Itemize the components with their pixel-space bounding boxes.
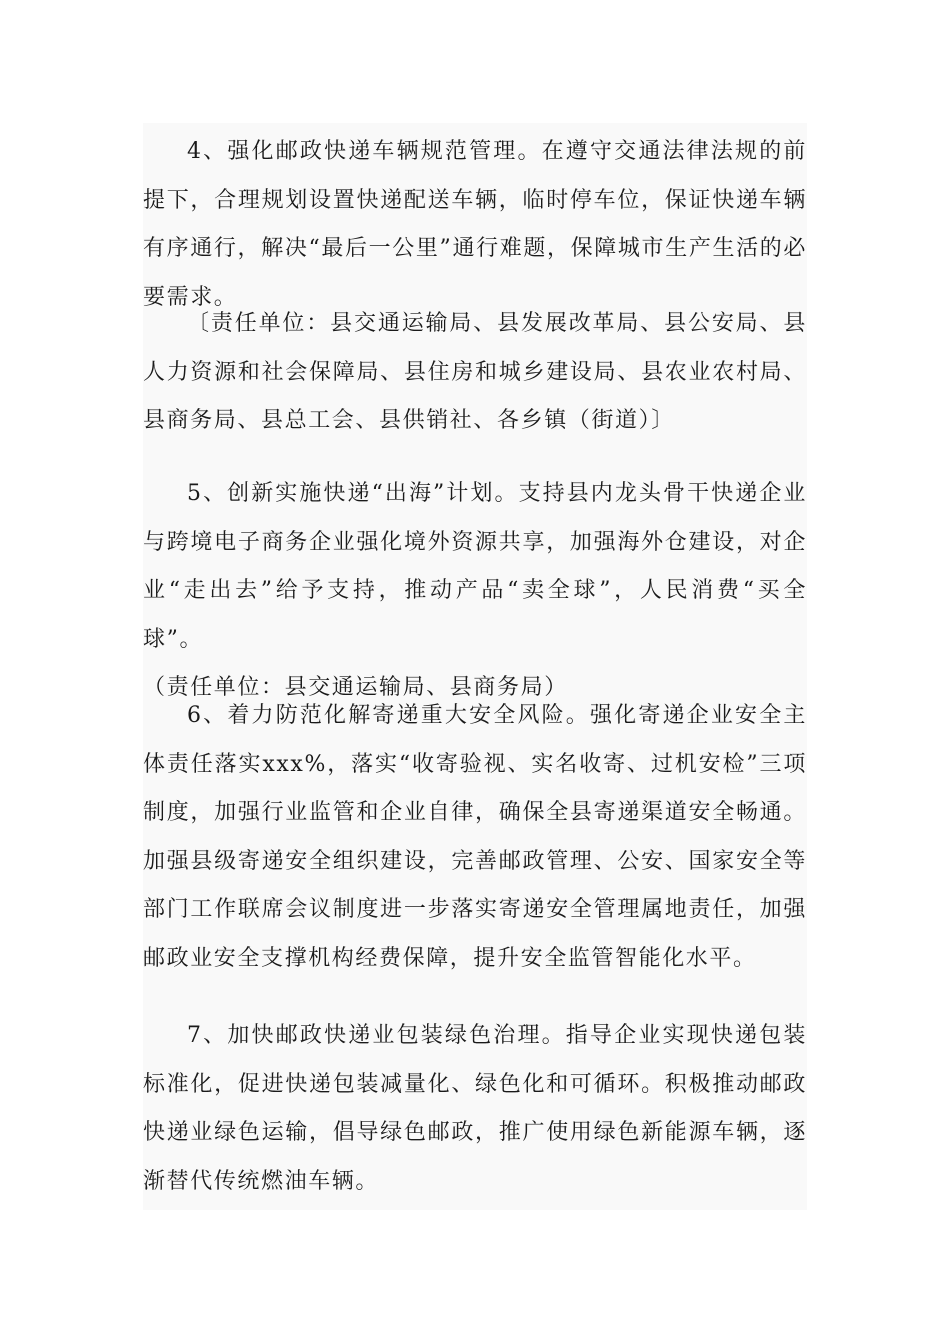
paragraph-6-safety-risk: 6、着力防范化解寄递重大安全风险。强化寄递企业安全主体责任落实xxx%，落实“收寄验视、实名收寄、过机安检”三项制度，加强行业监管和企业自律，确保全县寄递渠道安全畅通。加强县级寄递安全组织建设，完善邮政管理、公安、国家安全等部门工作联席会议制度进一步落实寄递安全管理属地责任，加强邮政业安全支撑机构经费保障，提升安全监管智能化水平。: [143, 703, 807, 971]
paragraph-5-body: 5、创新实施快递“出海”计划。支持县内龙头骨干快递企业与跨境电子商务企业强化境外资源共享，加强海外仓建设，对企业“走出去”给予支持，推动产品“卖全球”，人民消费“买全球”。: [143, 481, 807, 652]
paragraph-7-green-packaging: 7、加快邮政快递业包装绿色治理。指导企业实现快递包装标准化，促进快递包装减量化、绿色化和可循环。积极推动邮政快递业绿色运输，倡导绿色邮政，推广使用绿色新能源车辆，逐渐替代传统燃油车辆。: [143, 1023, 807, 1194]
paragraph-5-responsible-units: （责任单位：县交通运输局、县商务局）: [143, 675, 568, 700]
paragraph-4-vehicle-management: 4、强化邮政快递车辆规范管理。在遵守交通法律法规的前提下，合理规划设置快递配送车辆，临时停车位，保证快递车辆有序通行，解决“最后一公里”通行难题，保障城市生产生活的必要需求。: [143, 139, 807, 310]
paragraph-4-responsible-units: 〔责任单位：县交通运输局、县发展改革局、县公安局、县人力资源和社会保障局、县住房和城乡建设局、县农业农村局、县商务局、县总工会、县供销社、各乡镇（街道）〕: [143, 311, 807, 433]
paragraph-5-going-global: [143, 470, 807, 713]
